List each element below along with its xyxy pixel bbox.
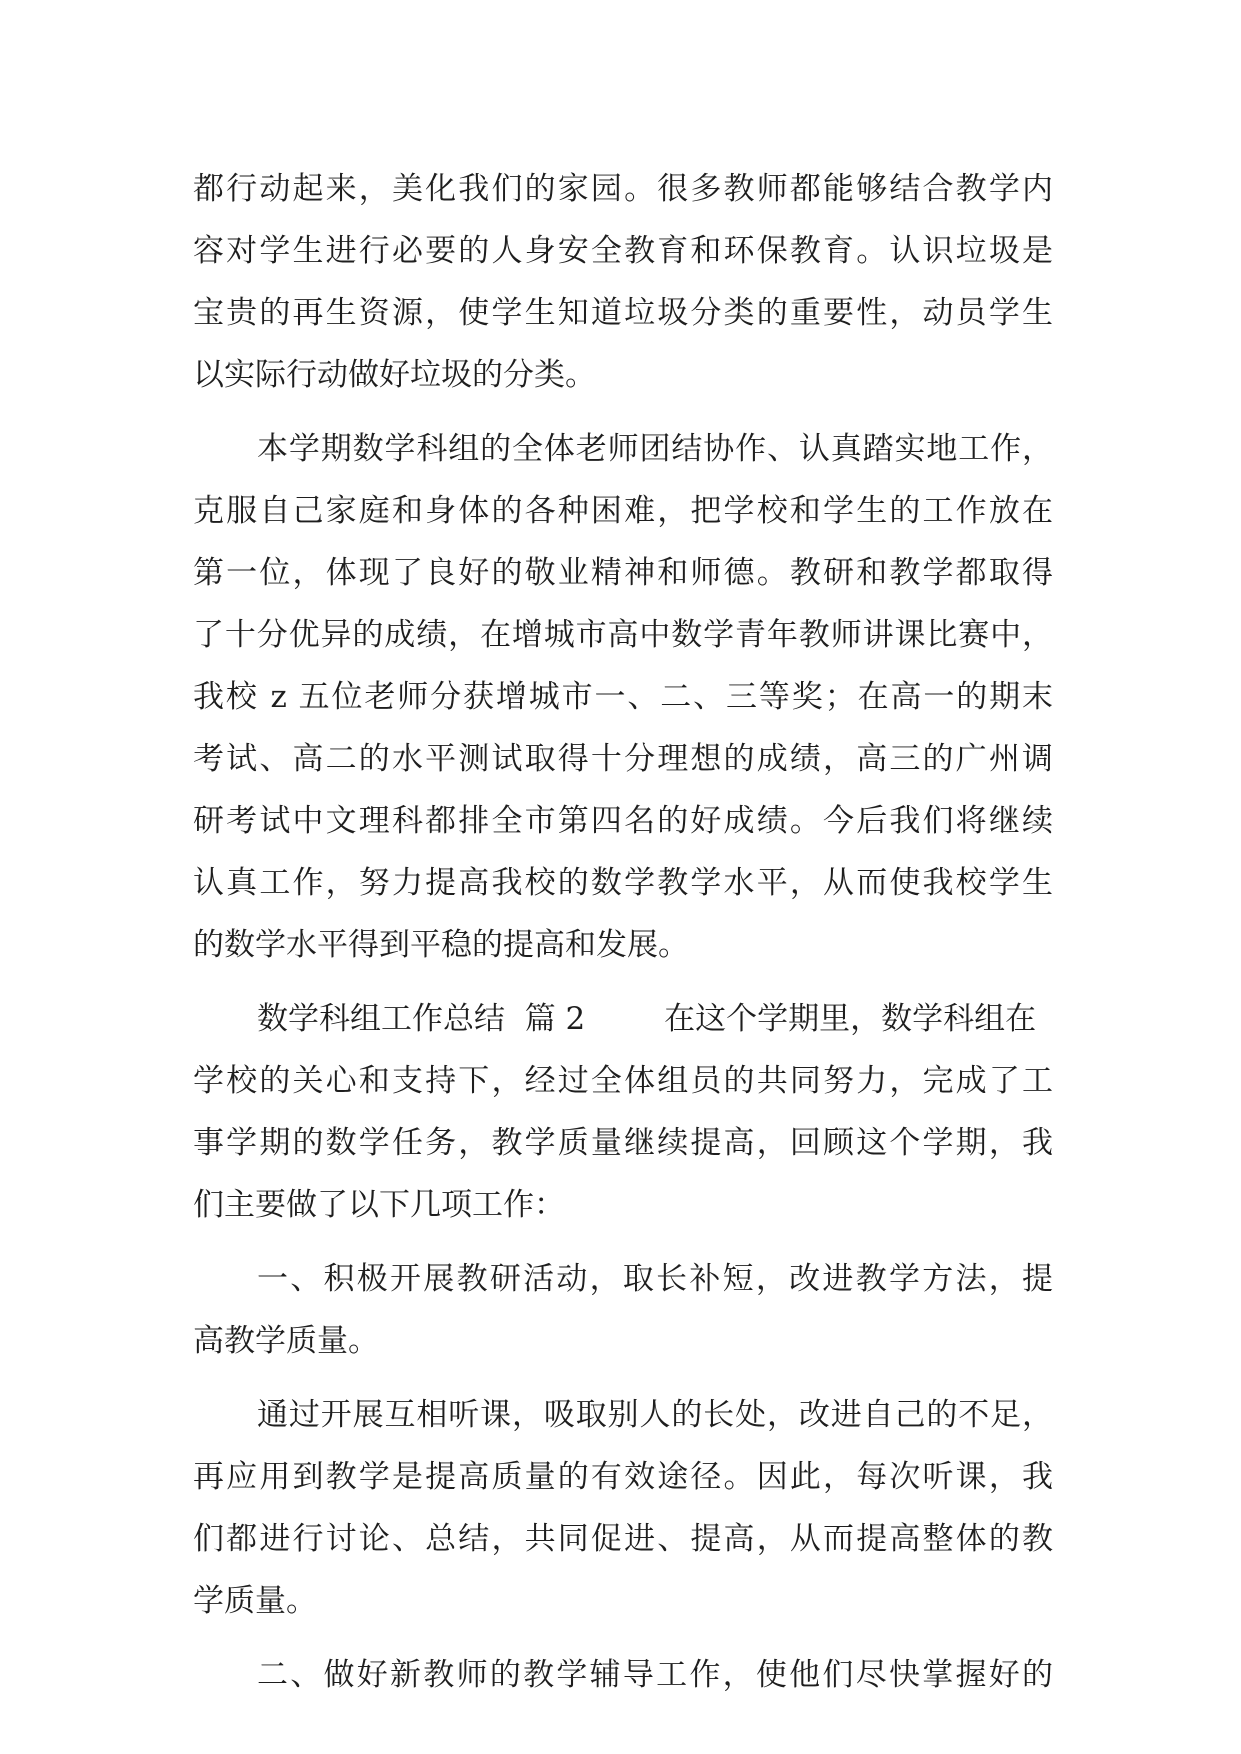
paragraph [193, 158, 1053, 406]
text-line: 学质量。 [193, 1583, 317, 1619]
text-line: 高教学质量。 [193, 1323, 379, 1359]
paragraph [193, 1384, 1053, 1632]
text-line: 了十分优异的成绩，在增城市高中数学青年教师讲课比赛中， [193, 617, 1053, 653]
paragraph [193, 1644, 1053, 1706]
text-line: 考试、高二的水平测试取得十分理想的成绩，高三的广州调 [193, 741, 1053, 777]
paragraph [193, 418, 1053, 976]
section-heading-line: 数学科组工作总结 篇 2 在这个学期里，数学科组在 [257, 1001, 1037, 1037]
text-line: 容对学生进行必要的人身安全教育和环保教育。认识垃圾是 [193, 233, 1053, 269]
text-line: 克服自己家庭和身体的各种困难，把学校和学生的工作放在 [193, 493, 1053, 529]
text-line: 宝贵的再生资源，使学生知道垃圾分类的重要性，动员学生 [193, 295, 1053, 331]
text-line: 们都进行讨论、总结，共同促进、提高，从而提高整体的教 [193, 1521, 1053, 1557]
text-line: 都行动起来，美化我们的家园。很多教师都能够结合教学内 [193, 171, 1053, 207]
text-line: 研考试中文理科都排全市第四名的好成绩。今后我们将继续 [193, 803, 1053, 839]
text-line: 以实际行动做好垃圾的分类。 [193, 357, 596, 393]
text-line: 二、做好新教师的教学辅导工作，使他们尽快掌握好的 [257, 1657, 1053, 1693]
text-line: 再应用到教学是提高质量的有效途径。因此，每次听课，我 [193, 1459, 1053, 1495]
text-line: 认真工作，努力提高我校的数学教学水平，从而使我校学生 [193, 865, 1053, 901]
text-line: 第一位，体现了良好的敬业精神和师德。教研和教学都取得 [193, 555, 1053, 591]
text-line: 通过开展互相听课，吸取别人的长处，改进自己的不足， [257, 1397, 1053, 1433]
document-body [193, 158, 1053, 1706]
text-line: 事学期的数学任务，教学质量继续提高，回顾这个学期，我 [193, 1125, 1053, 1161]
text-line: 本学期数学科组的全体老师团结协作、认真踏实地工作， [257, 431, 1053, 467]
text-line: 我校 z 五位老师分获增城市一、二、三等奖；在高一的期末 [193, 679, 1053, 715]
text-line: 们主要做了以下几项工作： [193, 1187, 565, 1223]
paragraph [193, 988, 1053, 1236]
text-line: 学校的关心和支持下，经过全体组员的共同努力，完成了工 [193, 1063, 1053, 1099]
paragraph [193, 1248, 1053, 1372]
text-line: 一、积极开展教研活动，取长补短，改进教学方法，提 [257, 1261, 1053, 1297]
text-line: 的数学水平得到平稳的提高和发展。 [193, 927, 689, 963]
